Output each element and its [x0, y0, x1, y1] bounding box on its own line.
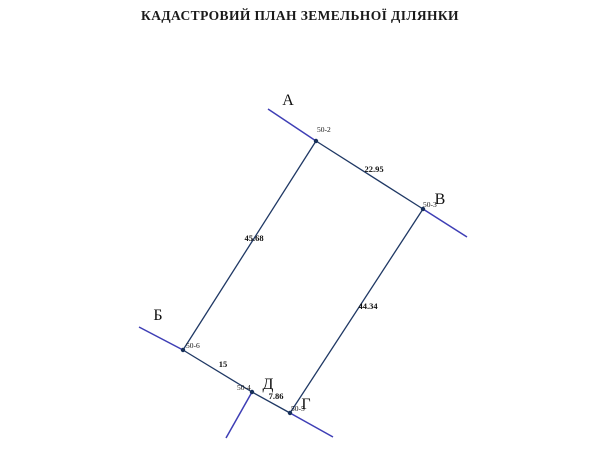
page-title: КАДАСТРОВИЙ ПЛАН ЗЕМЕЛЬНОЇ ДІЛЯНКИ [141, 8, 459, 23]
adjacent-land-label-Г: Г [301, 396, 311, 413]
edge-length-label-50-3-50-5: 44.34 [358, 301, 378, 311]
vertex-point-50-6 [181, 348, 185, 352]
adjacent-boundary-line-А [268, 109, 316, 141]
adjacent-land-label-Д: Д [262, 376, 274, 393]
adjacent-land-label-Б: Б [153, 307, 163, 324]
parcel-edge-50-3-50-5 [290, 209, 423, 413]
parcel-edge-50-2-50-3 [316, 141, 423, 209]
edge-length-label-50-6-50-2: 45.68 [244, 233, 264, 243]
vertex-label-50-3: 50-3 [423, 200, 437, 209]
adjacent-boundary-line-В [423, 209, 467, 237]
adjacent-boundary-line-Г [290, 413, 333, 437]
edge-length-label-50-2-50-3: 22.95 [364, 164, 384, 174]
adjacent-boundary-line-Б [139, 327, 183, 350]
vertex-label-50-2: 50-2 [317, 125, 331, 134]
adjacent-land-label-В: В [434, 191, 446, 208]
edge-length-label-50-5-50-4: 7.86 [268, 391, 284, 401]
parcel-edge-50-6-50-2 [183, 141, 316, 350]
vertex-label-50-5: 50-5 [291, 404, 305, 413]
adjacent-boundary-line-Д [226, 392, 252, 438]
adjacent-land-label-А: А [282, 92, 294, 109]
vertex-label-50-4: 50-4 [237, 383, 251, 392]
vertex-point-50-2 [314, 139, 318, 143]
edge-length-label-50-4-50-6: 15 [218, 359, 228, 369]
vertex-label-50-6: 50-6 [186, 341, 200, 350]
